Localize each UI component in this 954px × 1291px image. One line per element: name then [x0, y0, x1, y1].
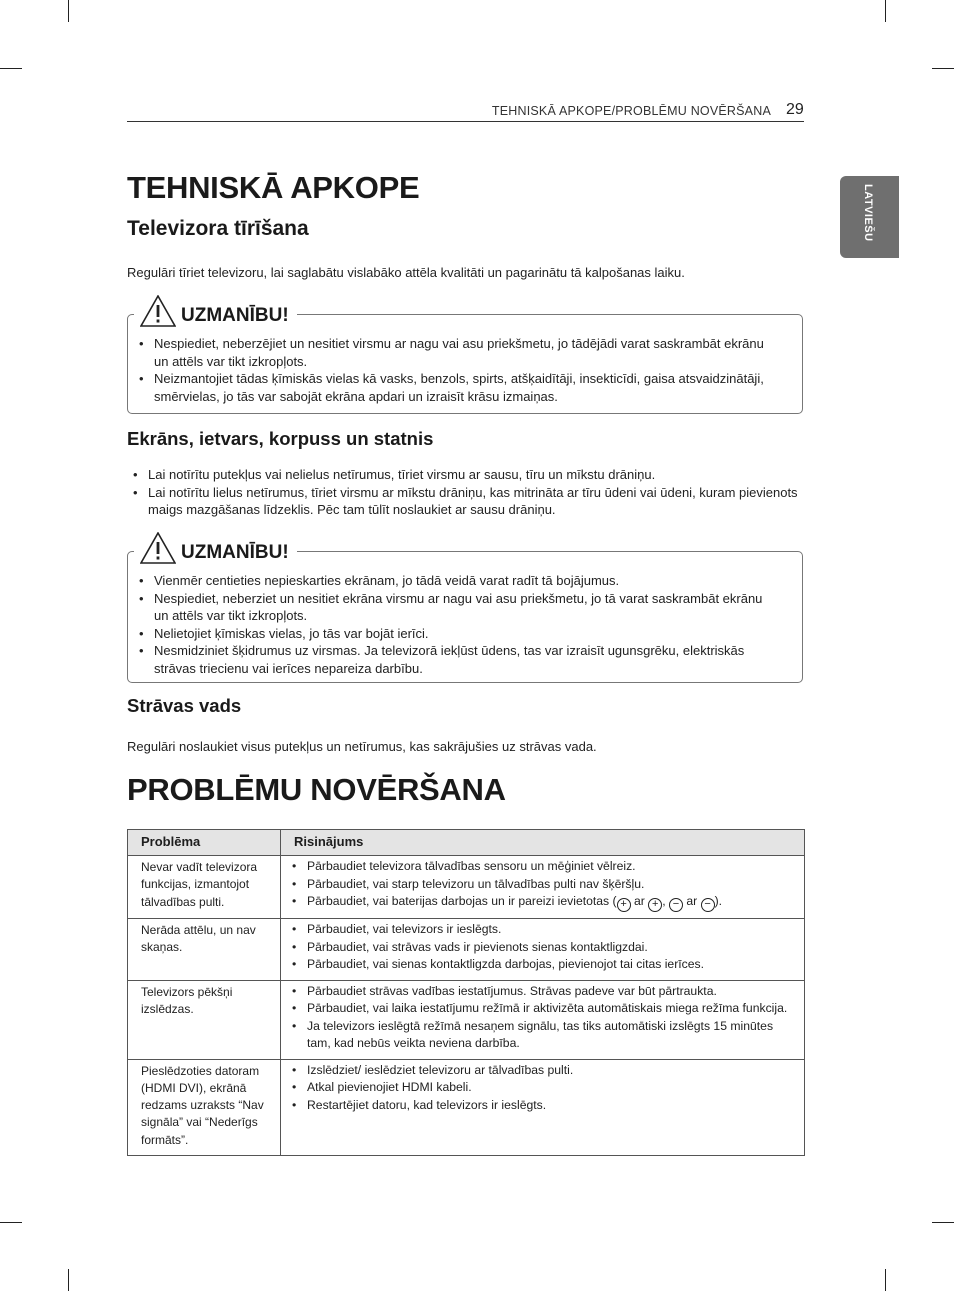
solution-cell — [281, 1059, 805, 1155]
problem-cell: Televizors pēkšņi izslēdzas. — [128, 980, 281, 1059]
caution-list — [137, 572, 777, 677]
problem-cell: Nerāda attēlu, un nav skaņas. — [128, 919, 281, 981]
solution-item: • Pārbaudiet, vai laika iestatījumu režīmā ir aktivizēta automātiskais miega režīma funkcija. — [290, 1000, 794, 1018]
caution-box — [127, 542, 803, 683]
tv-cleaning-heading: Televizora tīrīšana — [127, 217, 309, 240]
table-row — [128, 919, 805, 981]
power-cord-text: Regulāri noslaukiet visus putekļus un netīrumus, kas sakrājušies uz strāvas vada. — [127, 739, 597, 754]
solution-item: • Restartējiet datoru, kad televizors ir ieslēgts. — [290, 1097, 794, 1115]
solution-cell — [281, 919, 805, 981]
table-row — [128, 1059, 805, 1155]
column-header-solution: Risinājums — [281, 830, 805, 856]
screen-cleaning-list — [131, 466, 801, 519]
list-item: • Neizmantojiet tādas ķīmiskās vielas kā vasks, benzols, spirts, atšķaidītāji, insekticīdi, gaisa atsvaidzinātāji, smērvielas, jo tās var sabojāt ekrāna apdari un izraisīt krāsu izmaiņas. — [137, 370, 777, 405]
page-number: 29 — [786, 101, 804, 118]
language-tab-label: LATVIEŠU — [862, 184, 874, 242]
problem-cell: Nevar vadīt televizora funkcijas, izmantojot tālvadības pulti. — [128, 856, 281, 919]
caution-list — [137, 335, 777, 405]
list-item: • Nelietojiet ķīmiskas vielas, jo tās var bojāt ierīci. — [137, 625, 777, 643]
troubleshooting-title: PROBLĒMU NOVĒRŠANA — [127, 772, 506, 807]
list-item: • Nespiediet, neberzējiet un nesitiet virsmu ar nagu vai asu priekšmetu, jo tādējādi varat saskrambāt ekrānu un attēls var tikt izkropļots. — [137, 335, 777, 370]
crop-mark — [932, 1222, 954, 1223]
solution-item: • Atkal pievienojiet HDMI kabeli. — [290, 1079, 794, 1097]
power-cord-heading: Strāvas vads — [127, 695, 242, 716]
problem-cell: Pieslēdzoties datoram (HDMI DVI), ekrānā redzams uzraksts “Nav signāla” vai “Nederīgs formāts”. — [128, 1059, 281, 1155]
tv-cleaning-intro: Regulāri tīriet televizoru, lai saglabātu vislabāko attēla kvalitāti un pagarinātu tā kalpošanas laiku. — [127, 265, 685, 280]
crop-mark — [932, 68, 954, 69]
troubleshooting-table — [127, 829, 805, 1156]
header-divider — [127, 121, 804, 122]
list-item: • Lai notīrītu putekļus vai nelielus netīrumus, tīriet virsmu ar sausu, tīru un mīkstu drāniņu. — [131, 466, 801, 484]
caution-box — [127, 305, 803, 414]
crop-mark — [885, 1269, 886, 1291]
solution-cell — [281, 856, 805, 919]
column-header-problem: Problēma — [128, 830, 281, 856]
caution-header — [134, 530, 297, 564]
crop-mark — [68, 0, 69, 22]
caution-header — [134, 293, 297, 327]
crop-mark — [885, 0, 886, 22]
table-row — [128, 856, 805, 919]
solution-cell — [281, 980, 805, 1059]
list-item: • Lai notīrītu lielus netīrumus, tīriet virsmu ar mīkstu drāniņu, kas mitrināta ar tīru ūdeni vai ūdeni, kuram pievienots maigs mazgāšanas līdzeklis. Pēc tam tūlīt noslaukiet ar sausu drāniņu. — [131, 484, 801, 519]
solution-item: • Pārbaudiet strāvas vadības iestatījumus. Strāvas padeve var būt pārtraukta. — [290, 983, 794, 1001]
list-item: • Nespiediet, neberziet un nesitiet ekrāna virsmu ar nagu vai asu priekšmetu, jo tā varat saskrambāt ekrānu un attēls var tikt izkropļots. — [137, 590, 777, 625]
solution-item: • Pārbaudiet, vai sienas kontaktligzda darbojas, pievienojot tai citas ierīces. — [290, 956, 794, 974]
solution-item — [290, 893, 794, 912]
caution-title: UZMANĪBU! — [181, 542, 289, 563]
table-row — [128, 980, 805, 1059]
solution-item: • Pārbaudiet, vai televizors ir ieslēgts. — [290, 921, 794, 939]
table-header-row — [128, 830, 805, 856]
solution-item: • Pārbaudiet, vai strāvas vads ir pievienots sienas kontaktligzdai. — [290, 939, 794, 957]
minus-icon: − — [701, 898, 715, 912]
solution-item: • Izslēdziet/ ieslēdziet televizoru ar tālvadības pulti. — [290, 1062, 794, 1080]
running-header: TEHNISKĀ APKOPE/PROBLĒMU NOVĒRŠANA — [491, 104, 771, 118]
warning-icon — [140, 295, 176, 327]
crop-mark — [0, 68, 22, 69]
crop-mark — [68, 1269, 69, 1291]
warning-icon — [140, 532, 176, 564]
caution-title: UZMANĪBU! — [181, 305, 289, 326]
solution-item: • Pārbaudiet televizora tālvadības sensoru un mēģiniet vēlreiz. — [290, 858, 794, 876]
maintenance-title: TEHNISKĀ APKOPE — [127, 170, 420, 205]
language-tab — [840, 176, 899, 258]
minus-icon: − — [669, 898, 683, 912]
screen-section-heading: Ekrāns, ietvars, korpuss un statnis — [127, 428, 434, 449]
battery-text: , — [662, 894, 669, 908]
plus-icon: + — [617, 898, 631, 912]
battery-text: ar — [682, 894, 701, 908]
battery-text: ). — [714, 894, 723, 908]
plus-icon: + — [648, 898, 662, 912]
battery-text: Pārbaudiet, vai baterijas darbojas un ir pareizi ievietotas ( — [307, 894, 617, 908]
list-item: • Nesmidziniet šķidrumus uz virsmas. Ja televizorā iekļūst ūdens, tas var izraisīt ugunsgrēku, elektriskās strāvas triecienu vai ierīces nepareiza darbību. — [137, 642, 777, 677]
battery-text: ar — [630, 894, 649, 908]
list-item: • Vienmēr centieties nepieskarties ekrānam, jo tādā veidā varat radīt tā bojājumus. — [137, 572, 777, 590]
crop-mark — [0, 1222, 22, 1223]
solution-item: • Ja televizors ieslēgtā režīmā nesaņem signālu, tas tiks automātiski izslēgts 15 minūtes tam, kad nebūs veikta neviena darbība. — [290, 1018, 794, 1053]
solution-item: • Pārbaudiet, vai starp televizoru un tālvadības pulti nav šķēršļu. — [290, 876, 794, 894]
